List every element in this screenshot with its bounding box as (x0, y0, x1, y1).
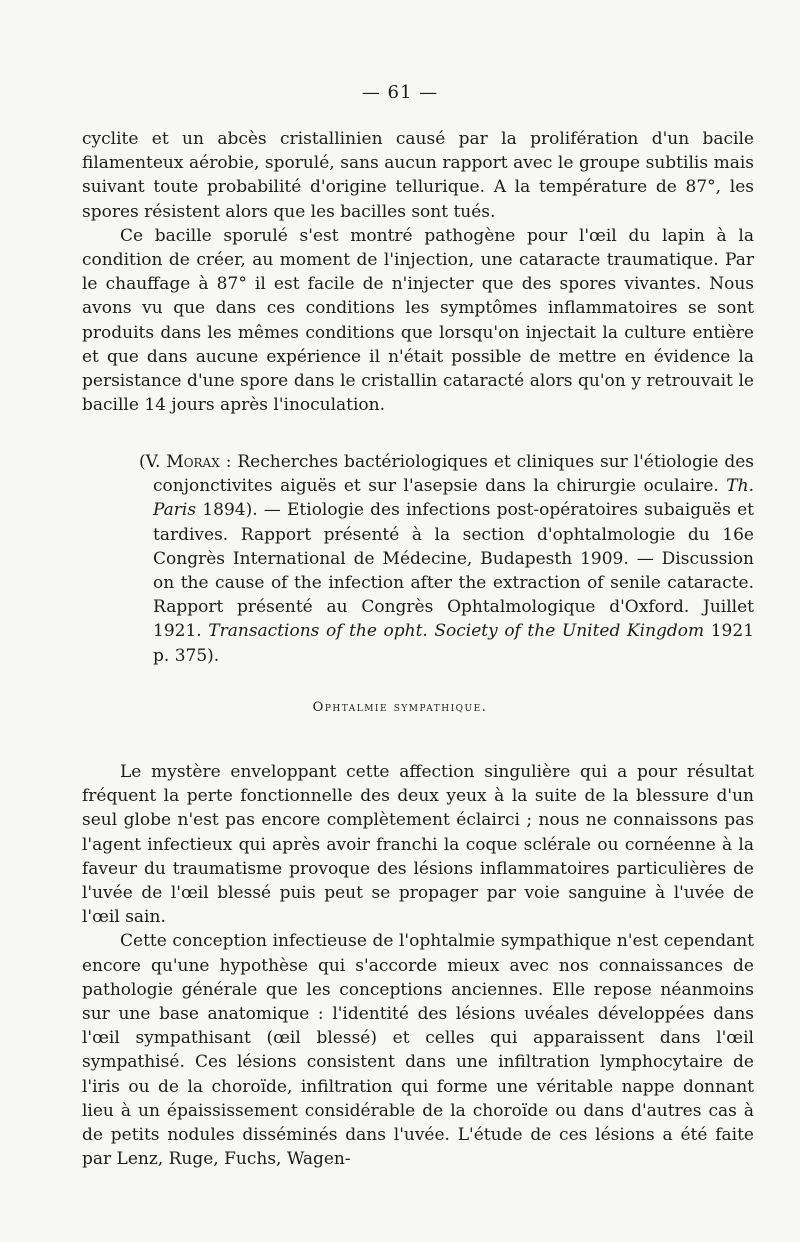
reference-author: Morax (166, 452, 220, 472)
reference-text (139, 450, 754, 668)
reference-part-2: 1894). — Etiologie des infections post-opératoires subaiguës et tardives. Rapport présenté à la section d'ophtalmologie du 16e Congrès International de Médecine, Budapesth 1909. — Discussion on the cause of the infection after the extraction of senile cataracte. Rapport présenté au Congrès Ophtalmologique d'Oxford. Juillet 1921. (153, 500, 754, 642)
paragraph-conception: Cette conception infectieuse de l'ophtalmie sympathique n'est cependant encore qu'une hypothèse qui s'accorde mieux avec nos connaissances de pathologie générale que les conceptions anciennes. Elle repose néanmoins sur une base anatomique : l'identité des lésions uvéales développées dans l'œil sympathisant (œil blessé) et celles qui apparaissent dans l'œil sympathisé. Ces lésions consistent dans une infiltration lymphocytaire de l'iris ou de la choroïde, infiltration qui forme une véritable nappe donnant lieu à un épaississement considérable de la choroïde ou dans d'autres cas à de petits nodules disséminés dans l'uvée. L'étude de ces lésions a été faite par Lenz, Ruge, Fuchs, Wagen- (82, 931, 754, 1170)
reference-part-3: 1921 p. 375). (153, 621, 755, 666)
reference-part-1: : Recherches bactériologiques et cliniques sur l'étiologie des conjonctivites aiguës et sur l'asepsie dans la chirurgie oculaire. (153, 452, 755, 497)
bibliographic-reference (139, 433, 754, 685)
paragraph-bacille: Ce bacille sporulé s'est montré pathogène pour l'œil du lapin à la condition de créer, au moment de l'injection, une cataracte traumatique. Par le chauffage à 87° il est facile de n'injecter que des spores vivantes. Nous avons vu que dans ces conditions les symptômes inflammatoires se sont produits dans les mêmes conditions que lorsqu'on injectait la culture entière et que dans aucune expérience il n'était possible de mettre en évidence la persistance d'une spore dans le cristallin cataracté alors qu'on y retrouvait le bacille 14 jours après l'inoculation. (82, 225, 754, 416)
section-heading: Ophtalmie sympathique. (312, 700, 488, 715)
body-text-top (82, 127, 754, 417)
reference-journal: Transactions of the opht. Society of the United Kingdom (208, 621, 705, 642)
page-number: — 61 — (361, 82, 439, 103)
body-text-bottom (82, 760, 754, 1171)
reference-thesis: Th. Paris (153, 476, 754, 521)
reference-open: (V. (139, 452, 167, 472)
paragraph-mystere: Le mystère enveloppant cette affection singulière qui a pour résultat fréquent la perte fonctionnelle des deux yeux à la suite de la blessure d'un seul globe n'est pas encore complètement éclairci ; nous ne connaissons pas l'agent infectieux qui après avoir franchi la coque sclérale ou cornéenne à la faveur du traumatisme provoque des lésions inflammatoires particulières de l'uvée de l'œil blessé puis peut se propager par voie sanguine à l'uvée de l'œil sain. (82, 762, 754, 928)
paragraph-continuation: cyclite et un abcès cristallinien causé par la prolifération d'un bacile filamenteux aérobie, sporulé, sans aucun rapport avec le groupe subtilis mais suivant toute probabilité d'origine tellurique. A la température de 87°, les spores résistent alors que les bacilles sont tués. (82, 129, 754, 222)
